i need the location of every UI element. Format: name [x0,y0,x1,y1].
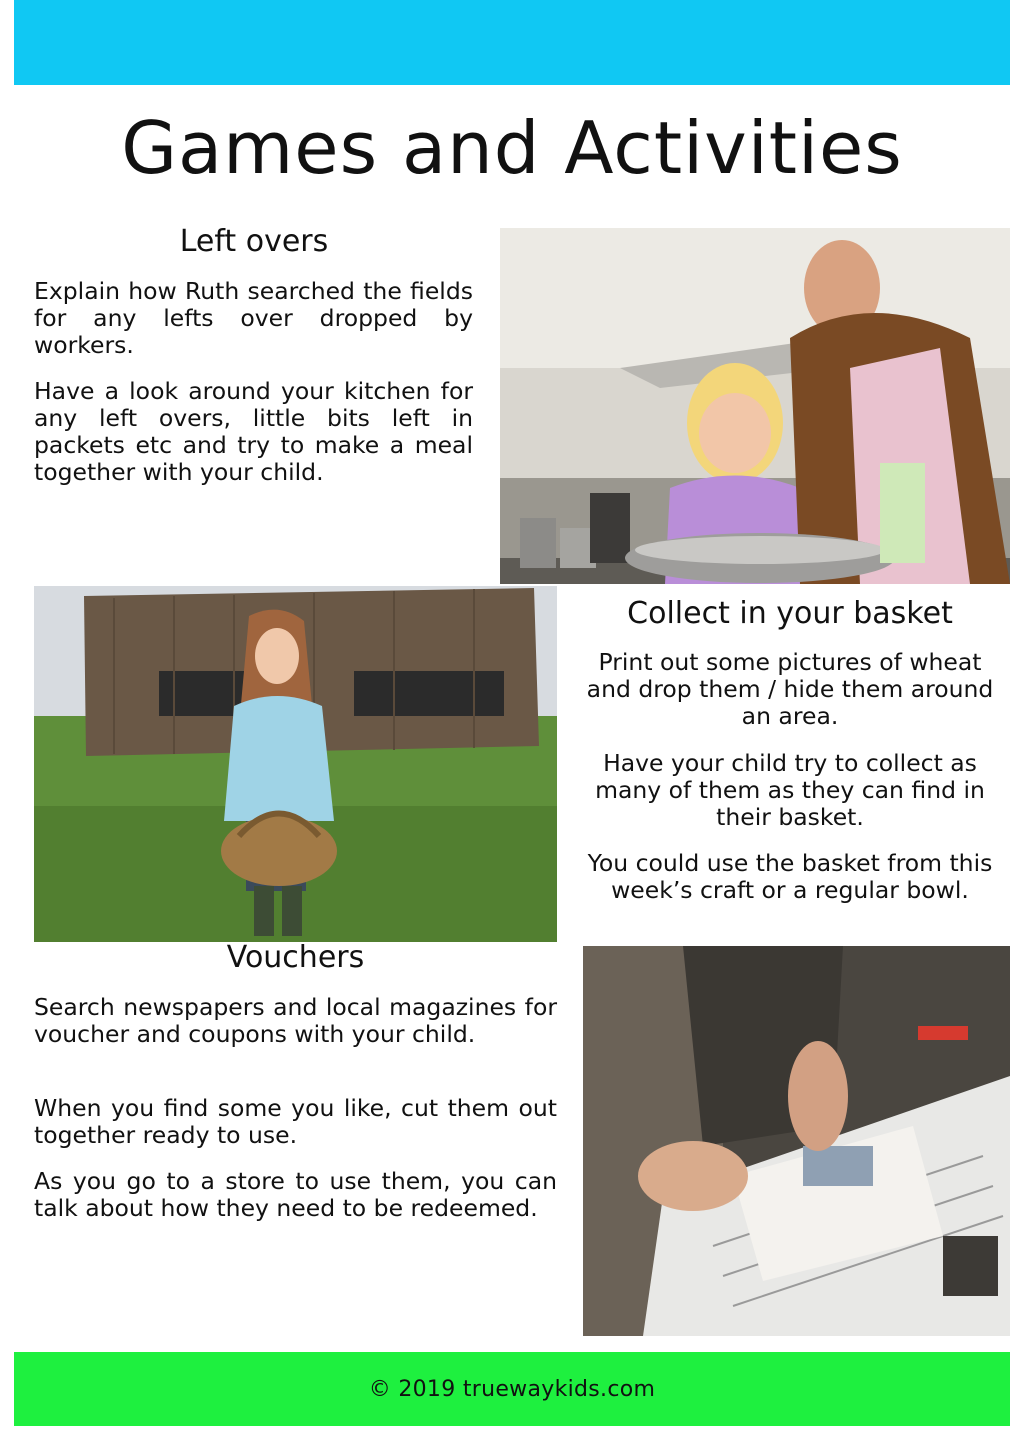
newspaper-photo [583,946,1010,1336]
page-title: Games and Activities [121,106,903,190]
leftovers-paragraph-2: Have a look around your kitchen for any left overs, little bits left in packets etc and try to make a meal together with your child. [34,377,473,486]
basket-heading: Collect in your basket [627,596,953,631]
leftovers-paragraph-1: Explain how Ruth searched the fields for any lefts over dropped by workers. [34,277,473,359]
cooking-photo [500,228,1010,584]
footer-band [14,1352,1010,1426]
vouchers-paragraph-3: As you go to a store to use them, you can talk about how they need to be redeemed. [34,1167,557,1222]
vouchers-paragraph-2: When you find some you like, cut them out together ready to use. [34,1094,557,1149]
vouchers-paragraph-1: Search newspapers and local magazines for voucher and coupons with your child. [34,993,557,1048]
girl-with-basket-photo [34,586,557,942]
top-color-band [14,0,1010,85]
vouchers-heading: Vouchers [226,940,365,975]
basket-paragraph-2: Have your child try to collect as many of them as they can find in their basket. [595,749,985,831]
footer-copyright: © 2019 truewaykids.com [368,1376,656,1402]
basket-paragraph-3: You could use the basket from this week’s craft or a regular bowl. [587,849,993,904]
basket-paragraph-1: Print out some pictures of wheat and drop them / hide them around an area. [586,648,994,730]
leftovers-heading: Left overs [179,224,329,259]
